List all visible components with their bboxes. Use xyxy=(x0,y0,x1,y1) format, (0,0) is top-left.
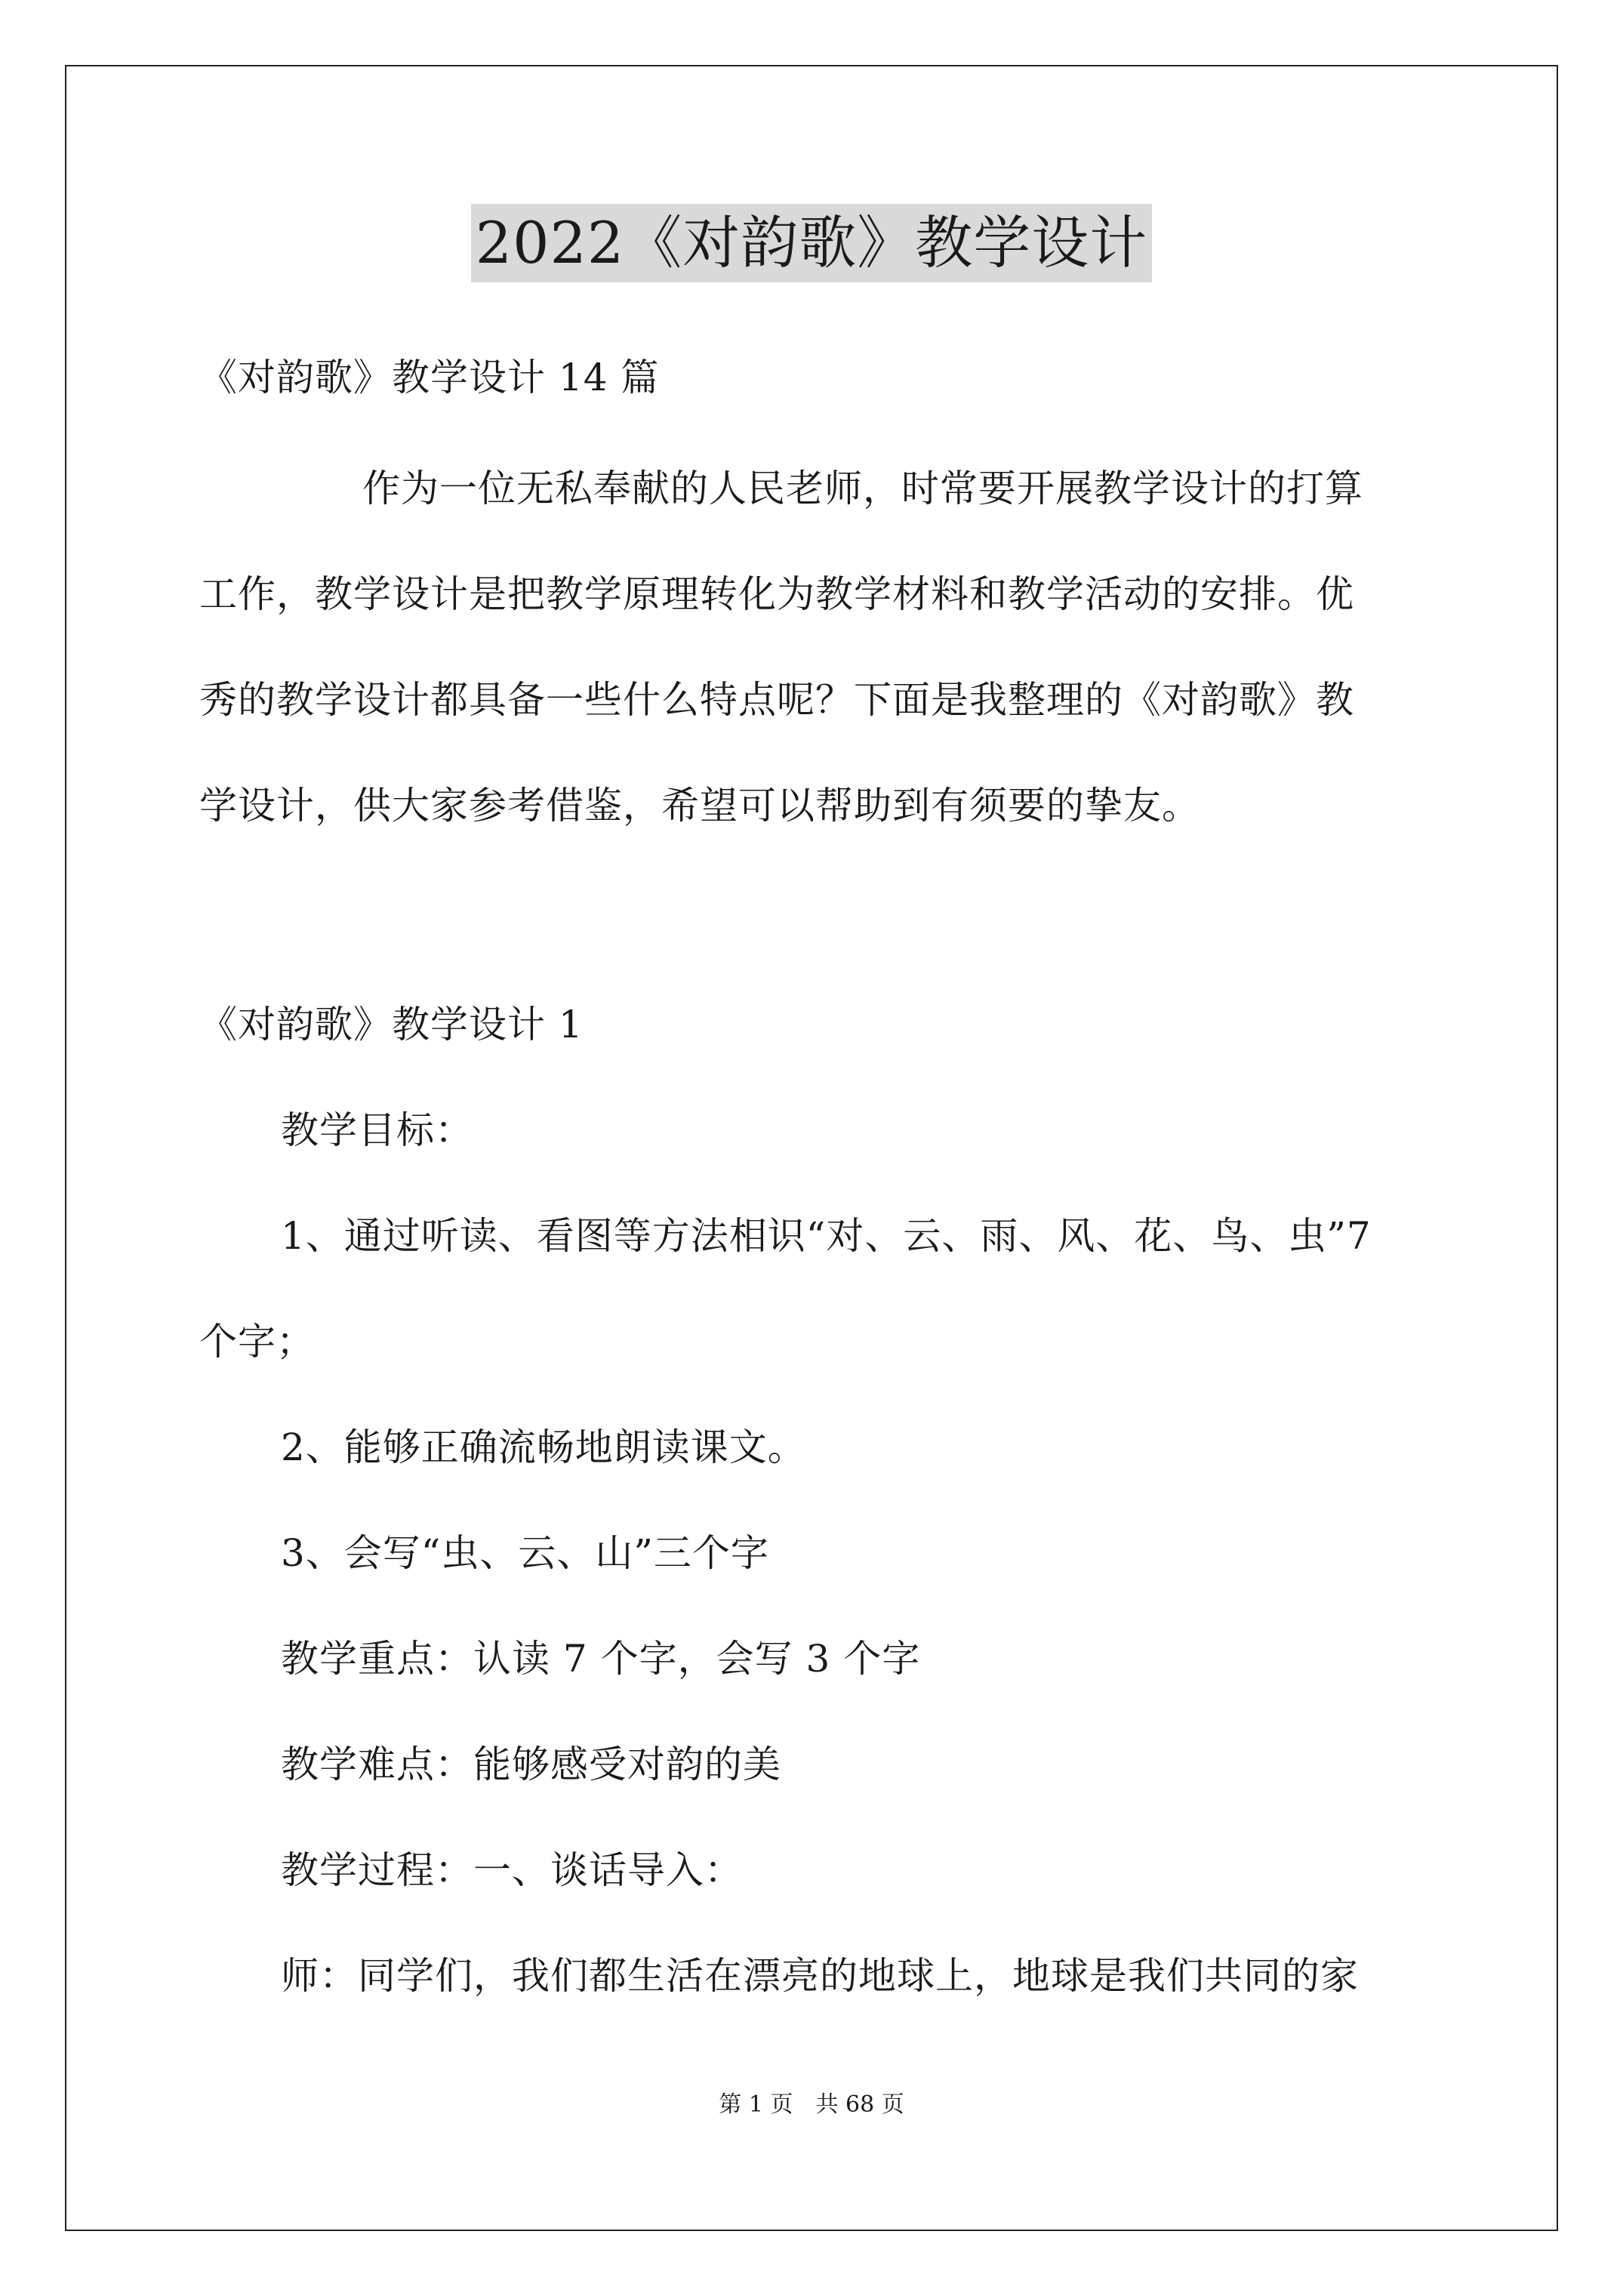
body-line-5: 3、会写“虫、云、山”三个字 xyxy=(281,1531,769,1575)
body-line-6: 教学重点：认读 7 个字，会写 3 个字 xyxy=(281,1637,921,1681)
body-line-2: 1、通过听读、看图等方法相识“对、云、雨、风、花、鸟、虫”7 xyxy=(281,1214,1372,1258)
intro-line-3: 秀的教学设计都具备一些什么特点呢？下面是我整理的《对韵歌》教 xyxy=(199,678,1354,722)
intro-line-1: 作为一位无私奉献的人民老师，时常要开展教学设计的打算 xyxy=(362,467,1363,510)
section-heading: 《对韵歌》教学设计 1 xyxy=(199,1003,584,1046)
body-line-3: 个字； xyxy=(199,1320,315,1364)
intro-line-2: 工作，教学设计是把教学原理转化为教学材料和教学活动的安排。优 xyxy=(199,572,1354,616)
title-container xyxy=(0,204,1623,282)
document-subtitle: 《对韵歌》教学设计 14 篇 xyxy=(199,356,660,399)
body-line-8: 教学过程：一、谈话导入： xyxy=(281,1848,743,1892)
body-line-1: 教学目标： xyxy=(281,1108,473,1152)
body-line-4: 2、能够正确流畅地朗读课文。 xyxy=(281,1425,806,1469)
document-title: 2022《对韵歌》教学设计 xyxy=(471,204,1152,282)
body-line-9: 师：同学们，我们都生活在漂亮的地球上，地球是我们共同的家 xyxy=(281,1954,1359,1998)
intro-line-4: 学设计，供大家参考借鉴，希望可以帮助到有须要的挚友。 xyxy=(199,784,1200,827)
body-line-7: 教学难点：能够感受对韵的美 xyxy=(281,1743,781,1786)
page-footer: 第 1 页 共 68 页 xyxy=(719,2091,904,2118)
